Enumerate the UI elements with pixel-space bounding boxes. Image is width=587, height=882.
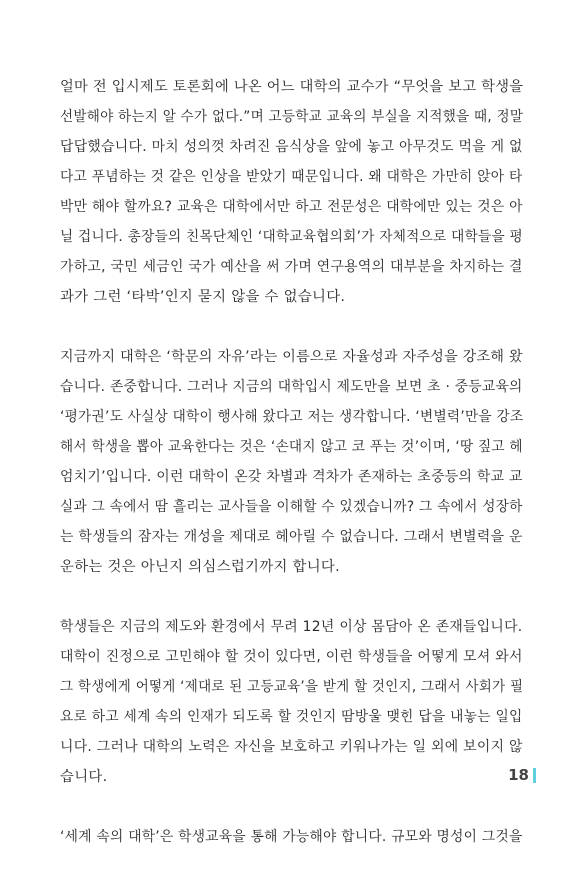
text-line: ‘세계 속의 대학’은 학생교육을 통해 가능해야 합니다. 규모와 명성이 그것을 bbox=[60, 829, 523, 845]
text-line: 지금까지 대학은 ‘학문의 자유’라는 이름으로 자율성과 자주성을 강조해 왔 bbox=[60, 349, 523, 365]
body-text bbox=[60, 72, 523, 882]
text-line: 대학이 진정으로 고민해야 할 것이 있다면, 이런 학생들을 어떻게 모셔 와서 bbox=[60, 649, 523, 665]
text-line: 습니다. bbox=[60, 769, 108, 785]
page-number-accent-bar bbox=[533, 768, 536, 783]
page-footer bbox=[508, 766, 536, 784]
text-line: 니다. 그러나 대학의 노력은 자신을 보호하고 키워나가는 일 외에 보이지 않 bbox=[60, 739, 523, 755]
text-line: 해서 학생을 뽑아 교육한다는 것은 ‘손대지 않고 코 푸는 것’이며, ‘땅 짚고 헤 bbox=[60, 439, 523, 455]
page-number: 18 bbox=[508, 766, 529, 784]
paragraph bbox=[60, 342, 523, 582]
text-line: 는 학생들의 잠자는 개성을 제대로 헤아릴 수 없습니다. 그래서 변별력을 운 bbox=[60, 529, 523, 545]
paragraph bbox=[60, 612, 523, 792]
text-line: 운하는 것은 아닌지 의심스럽기까지 합니다. bbox=[60, 559, 340, 575]
text-line: 다고 푸념하는 것 같은 인상을 받았기 때문입니다. 왜 대학은 가만히 앉아 타 bbox=[60, 169, 523, 185]
text-line: 엄치기’입니다. 이런 대학이 온갖 차별과 격차가 존재하는 초중등의 학교 교 bbox=[60, 469, 523, 485]
text-line: 박만 해야 할까요? 교육은 대학에서만 하고 전문성은 대학에만 있는 것은 아 bbox=[60, 199, 523, 215]
text-line: 가하고, 국민 세금인 국가 예산을 써 가며 연구용역의 대부분을 차지하는 결 bbox=[60, 259, 523, 275]
text-line: ‘평가권’도 사실상 대학이 행사해 왔다고 저는 생각합니다. ‘변별력’만을 강조 bbox=[60, 409, 524, 425]
text-line: 과가 그런 ‘타박’인지 묻지 않을 수 없습니다. bbox=[60, 289, 346, 305]
text-line: 닐 겁니다. 총장들의 친목단체인 ‘대학교육협의회’가 자체적으로 대학들을 평 bbox=[60, 229, 523, 245]
paragraph bbox=[60, 72, 523, 312]
text-line: 습니다. 존중합니다. 그러나 지금의 대학입시 제도만을 보면 초 · 중등교육의 bbox=[60, 379, 523, 395]
text-line: 선발해야 하는지 알 수가 없다.”며 고등학교 교육의 부실을 지적했을 때, 정말 bbox=[60, 109, 524, 125]
text-line: 요로 하고 세계 속의 인재가 되도록 할 것인지 땀방울 맺힌 답을 내놓는 일입 bbox=[60, 709, 523, 725]
text-line: 실과 그 속에서 땀 흘리는 교사들을 이해할 수 있겠습니까? 그 속에서 성장하 bbox=[60, 499, 523, 515]
text-line: 답답했습니다. 마치 성의껏 차려진 음식상을 앞에 놓고 아무것도 먹을 게 없 bbox=[60, 139, 523, 155]
text-line: 얼마 전 입시제도 토론회에 나온 어느 대학의 교수가 “무엇을 보고 학생을 bbox=[60, 79, 524, 95]
paragraph bbox=[60, 822, 523, 852]
text-line: 그 학생에게 어떻게 ‘제대로 된 고등교육’을 받게 할 것인지, 그래서 사회가 필 bbox=[60, 679, 524, 695]
text-line: 학생들은 지금의 제도와 환경에서 무려 12년 이상 몸담아 온 존재들입니다. bbox=[60, 619, 523, 635]
